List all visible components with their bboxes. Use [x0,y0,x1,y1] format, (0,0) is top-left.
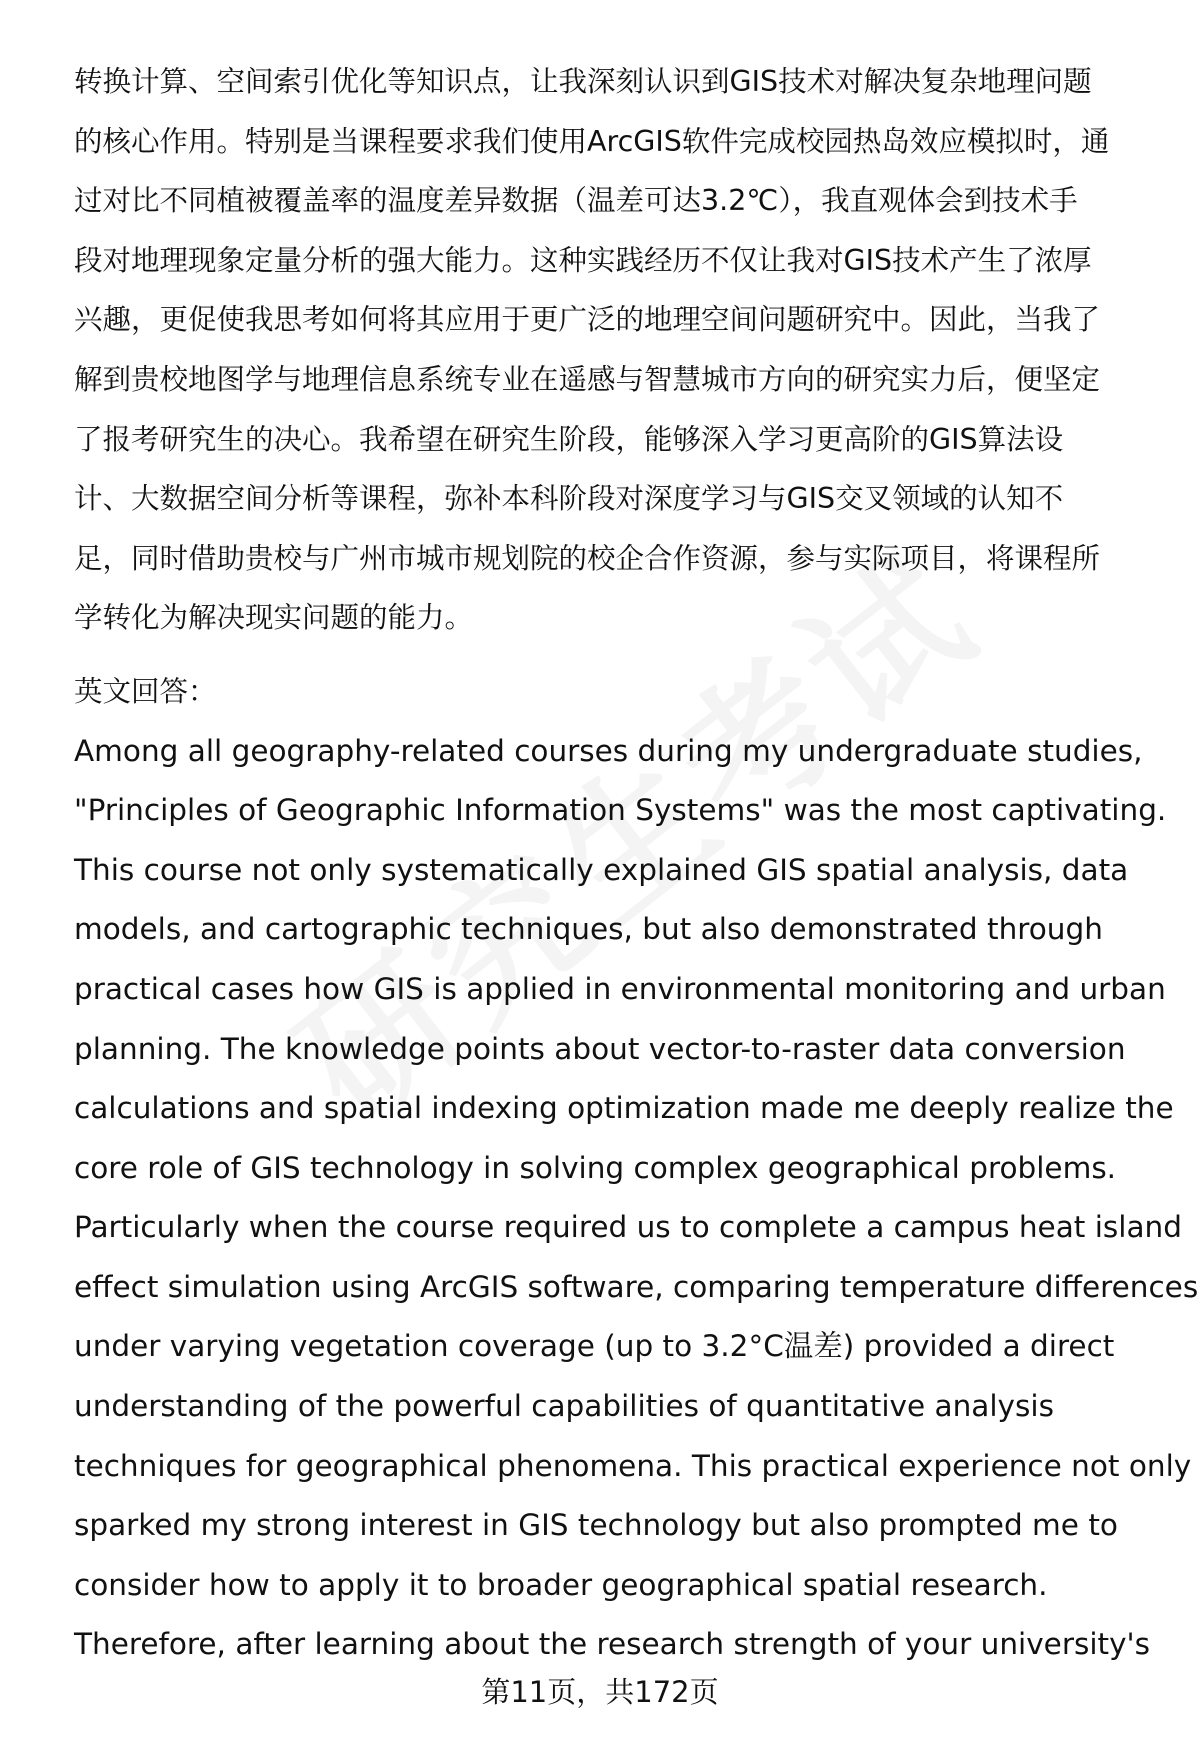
chinese-answer-line: 段对地理现象定量分析的强大能力。这种实践经历不仅让我对GIS技术产生了浓厚 [74,243,1092,277]
english-answer-line: "Principles of Geographic Information Systems" was the most captivating. [74,793,1167,828]
english-answer-label: 英文回答： [74,674,217,708]
english-answer-line: techniques for geographical phenomena. This practical experience not only [74,1448,1192,1483]
english-answer-line: understanding of the powerful capabilities of quantitative analysis [74,1389,1054,1424]
english-answer-line: under varying vegetation coverage (up to 3.2°C温差) provided a direct [74,1329,1115,1364]
english-answer-line: calculations and spatial indexing optimization made me deeply realize the [74,1091,1174,1126]
english-answer-line: effect simulation using ArcGIS software, comparing temperature differences [74,1269,1199,1304]
chinese-answer-line: 学转化为解决现实问题的能力。 [74,601,474,635]
chinese-answer-paragraph [74,52,1154,648]
english-answer-line: Therefore, after learning about the research strength of your university's [74,1627,1151,1662]
answer-content [74,52,1199,1675]
english-answer-line: planning. The knowledge points about vector-to-raster data conversion [74,1031,1126,1066]
english-answer-paragraph [74,722,1199,1676]
chinese-answer-line: 了报考研究生的决心。我希望在研究生阶段，能够深入学习更高阶的GIS算法设 [74,422,1064,456]
chinese-answer-line: 过对比不同植被覆盖率的温度差异数据（温差可达3.2℃），我直观体会到技术手 [74,184,1078,218]
english-answer-line: models, and cartographic techniques, but also demonstrated through [74,912,1103,947]
chinese-answer-line: 兴趣，更促使我思考如何将其应用于更广泛的地理空间问题研究中。因此，当我了 [74,303,1101,337]
chinese-answer-line: 计、大数据空间分析等课程，弥补本科阶段对深度学习与GIS交叉领域的认知不 [74,482,1064,516]
chinese-answer-line: 足，同时借助贵校与广州市城市规划院的校企合作资源，参与实际项目，将课程所 [74,541,1101,575]
chinese-answer-line: 解到贵校地图学与地理信息系统专业在遥感与智慧城市方向的研究实力后，便坚定 [74,362,1101,396]
chinese-answer-line: 转换计算、空间索引优化等知识点，让我深刻认识到GIS技术对解决复杂地理问题 [74,65,1092,98]
english-answer-line: This course not only systematically explained GIS spatial analysis, data [74,852,1129,887]
english-answer-line: Among all geography-related courses during my undergraduate studies, [74,733,1143,768]
english-answer-line: consider how to apply it to broader geographical spatial research. [74,1567,1048,1602]
english-answer-line: Particularly when the course required us to complete a campus heat island [74,1210,1182,1245]
english-answer-line: sparked my strong interest in GIS technology but also prompted me to [74,1508,1118,1543]
chinese-answer-line: 的核心作用。特别是当课程要求我们使用ArcGIS软件完成校园热岛效应模拟时，通 [74,124,1110,158]
english-answer-line: core role of GIS technology in solving complex geographical problems. [74,1150,1117,1185]
page-indicator: 第11页，共172页 [481,1675,719,1709]
english-answer-line: practical cases how GIS is applied in environmental monitoring and urban [74,971,1166,1006]
